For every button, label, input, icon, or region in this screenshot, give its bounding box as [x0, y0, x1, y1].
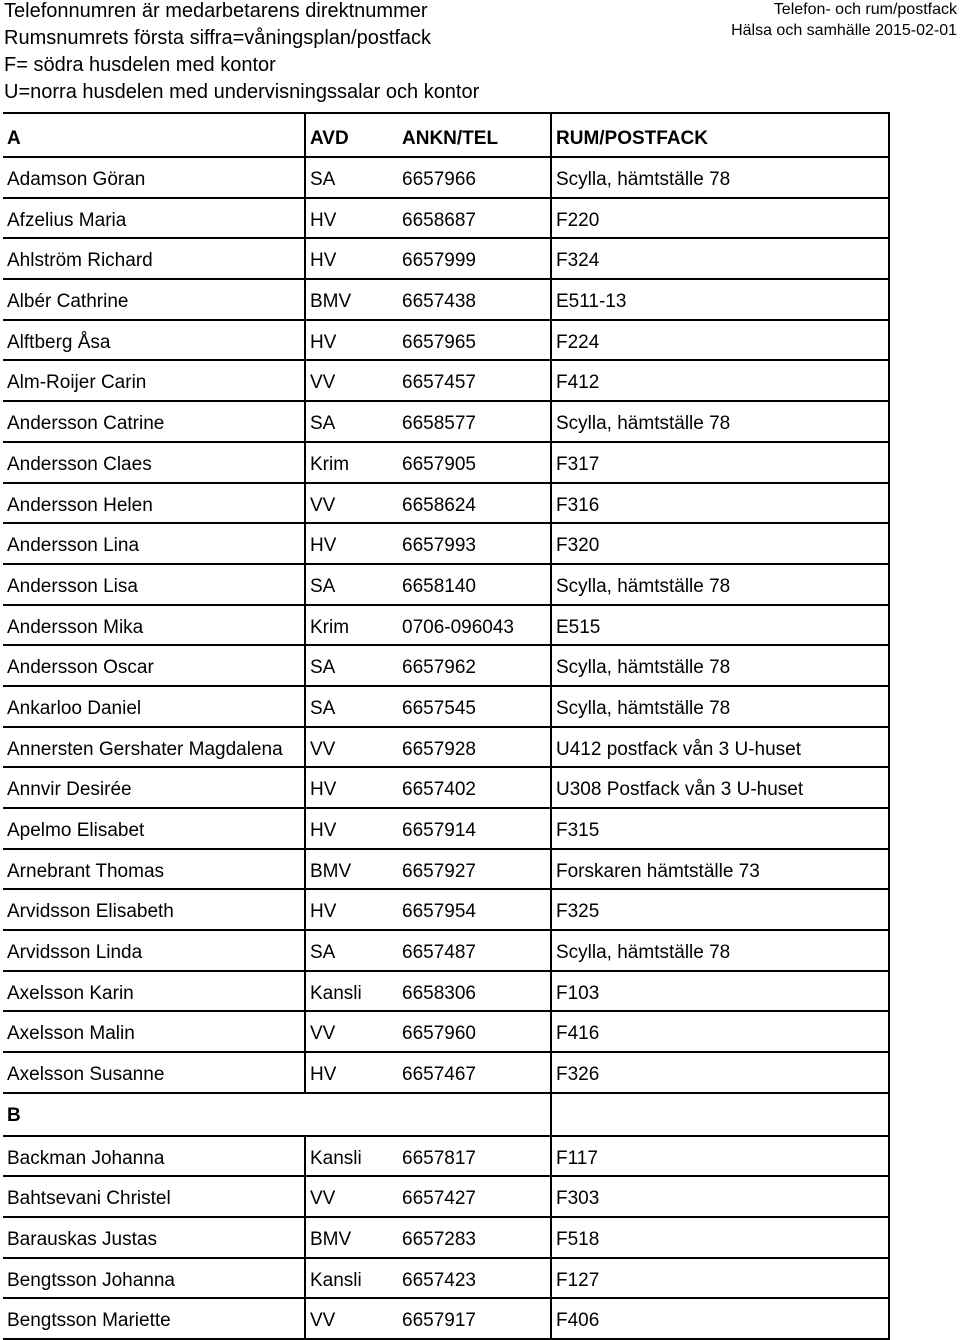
name-cell: Andersson Claes [3, 443, 306, 482]
department-cell: SA [310, 169, 336, 190]
room-cell: Forskaren hämtställe 73 [552, 850, 890, 889]
table-row [3, 1299, 890, 1340]
phone-cell: 6657817 [398, 1137, 552, 1176]
table-row [3, 1012, 890, 1053]
room-cell: F316 [552, 484, 890, 523]
phone-cell: 6657999 [398, 239, 552, 278]
column-header-room: RUM/POSTFACK [552, 114, 890, 156]
room-cell: F324 [552, 239, 890, 278]
room-cell: F326 [552, 1053, 890, 1092]
room-cell: Scylla, hämtställe 78 [552, 402, 890, 441]
table-row [3, 646, 890, 687]
name-cell: Adamson Göran [3, 158, 306, 197]
document-title: Telefon- och rum/postfack [773, 1, 957, 18]
room-cell: F416 [552, 1012, 890, 1051]
column-header-name: A [3, 114, 306, 156]
name-cell: Andersson Lina [3, 524, 306, 563]
department-cell: Kansli [310, 1147, 362, 1169]
table-row [3, 361, 890, 402]
name-cell: Apelmo Elisabet [3, 809, 306, 848]
table-row [3, 1259, 890, 1300]
table-row [3, 1137, 890, 1178]
document-subtitle: Hälsa och samhälle 2015-02-01 [731, 22, 957, 39]
table-row [3, 443, 890, 484]
phone-cell: 6658306 [398, 972, 552, 1011]
room-cell: Scylla, hämtställe 78 [552, 565, 890, 604]
department-cell: HV [310, 331, 337, 353]
department-cell: HV [310, 779, 337, 801]
room-cell: F325 [552, 890, 890, 929]
department-cell: VV [310, 1023, 336, 1045]
name-cell: Arvidsson Elisabeth [3, 890, 306, 929]
department-cell: VV [310, 1310, 336, 1332]
table-row [3, 850, 890, 891]
table-row [3, 931, 890, 972]
table-row [3, 239, 890, 280]
phone-cell: 6658624 [398, 484, 552, 523]
room-cell: F315 [552, 809, 890, 848]
column-header-department: AVD [310, 128, 349, 149]
phone-cell: 0706-096043 [398, 606, 552, 645]
department-cell: HV [310, 1064, 337, 1086]
phone-cell: 6657965 [398, 321, 552, 360]
phone-cell: 6657917 [398, 1299, 552, 1338]
table-row [3, 321, 890, 362]
note-line: Rumsnumrets första siffra=våningsplan/postfack [4, 27, 432, 49]
phone-cell: 6657427 [398, 1177, 552, 1216]
table-row [3, 606, 890, 647]
phone-cell: 6657438 [398, 280, 552, 319]
room-cell: Scylla, hämtställe 78 [552, 687, 890, 726]
name-cell: Andersson Mika [3, 606, 306, 645]
room-cell: Scylla, hämtställe 78 [552, 931, 890, 970]
note-line: Telefonnumren är medarbetarens direktnummer [4, 0, 428, 22]
name-cell: Bengtsson Johanna [3, 1259, 306, 1298]
room-cell: F224 [552, 321, 890, 360]
table-row [3, 687, 890, 728]
table-row [3, 484, 890, 525]
phone-cell: 6657993 [398, 524, 552, 563]
name-cell: Arnebrant Thomas [3, 850, 306, 889]
room-cell: E515 [552, 606, 890, 645]
phone-cell: 6657423 [398, 1259, 552, 1298]
phone-cell: 6657954 [398, 890, 552, 929]
section-letter: B [7, 1104, 21, 1126]
phone-cell: 6657914 [398, 809, 552, 848]
phone-cell: 6657966 [398, 158, 552, 197]
header-notes [4, 0, 479, 106]
department-cell: BMV [310, 1228, 352, 1250]
table-row [3, 1218, 890, 1259]
directory-table [3, 112, 890, 1340]
phone-cell: 6657467 [398, 1053, 552, 1092]
phone-cell: 6658577 [398, 402, 552, 441]
name-cell: Axelsson Malin [3, 1012, 306, 1051]
department-cell: Krim [310, 616, 350, 638]
room-cell: F127 [552, 1259, 890, 1298]
section-row-b [3, 1094, 890, 1135]
name-cell: Andersson Oscar [3, 646, 306, 685]
table-cell [398, 1094, 552, 1135]
name-cell: Bahtsevani Christel [3, 1177, 306, 1216]
phone-cell: 6658687 [398, 199, 552, 238]
name-cell: Axelsson Susanne [3, 1053, 306, 1092]
table-row [3, 972, 890, 1013]
department-cell: BMV [310, 291, 352, 313]
table-row [3, 402, 890, 443]
department-cell: SA [310, 942, 336, 964]
room-cell: U308 Postfack vån 3 U-huset [552, 768, 890, 807]
department-cell: HV [310, 250, 337, 272]
name-cell: Ahlström Richard [3, 239, 306, 278]
room-cell: F320 [552, 524, 890, 563]
department-cell: VV [310, 494, 336, 516]
name-cell: Albér Cathrine [3, 280, 306, 319]
column-header-phone: ANKN/TEL [398, 114, 552, 156]
name-cell: Alftberg Åsa [3, 321, 306, 360]
name-cell: Backman Johanna [3, 1137, 306, 1176]
table-row [3, 1053, 890, 1094]
department-cell: SA [310, 413, 336, 435]
room-cell: F303 [552, 1177, 890, 1216]
department-cell: HV [310, 209, 337, 231]
table-row [3, 280, 890, 321]
department-cell: SA [310, 697, 336, 719]
department-cell: HV [310, 901, 337, 923]
table-row [3, 809, 890, 850]
department-cell: BMV [310, 860, 352, 882]
table-row [3, 524, 890, 565]
department-cell: SA [310, 575, 336, 597]
phone-cell: 6657905 [398, 443, 552, 482]
table-row [3, 890, 890, 931]
phone-cell: 6657927 [398, 850, 552, 889]
phone-cell: 6657928 [398, 728, 552, 767]
phone-cell: 6657283 [398, 1218, 552, 1257]
phone-cell: 6657962 [398, 646, 552, 685]
room-cell: F220 [552, 199, 890, 238]
phone-cell: 6657402 [398, 768, 552, 807]
name-cell: Andersson Helen [3, 484, 306, 523]
name-cell: Arvidsson Linda [3, 931, 306, 970]
phone-cell: 6657457 [398, 361, 552, 400]
department-cell: SA [310, 657, 336, 679]
name-cell: Alm-Roijer Carin [3, 361, 306, 400]
name-cell: Andersson Lisa [3, 565, 306, 604]
name-cell: Annvir Desirée [3, 768, 306, 807]
table-row [3, 158, 890, 199]
name-cell: Ankarloo Daniel [3, 687, 306, 726]
room-cell: E511-13 [552, 280, 890, 319]
document-title-block [731, 0, 957, 41]
name-cell: Afzelius Maria [3, 199, 306, 238]
department-cell: Krim [310, 453, 350, 475]
name-cell: Annersten Gershater Magdalena [3, 728, 306, 767]
department-cell: HV [310, 820, 337, 841]
name-cell: Axelsson Karin [3, 972, 306, 1011]
table-row [3, 565, 890, 606]
room-cell: Scylla, hämtställe 78 [552, 158, 890, 197]
phone-cell: 6658140 [398, 565, 552, 604]
table-header-row [3, 112, 890, 158]
name-cell: Barauskas Justas [3, 1218, 306, 1257]
department-cell: HV [310, 535, 337, 557]
name-cell: Andersson Catrine [3, 402, 306, 441]
room-cell: F317 [552, 443, 890, 482]
department-cell: Kansli [310, 982, 362, 1004]
table-cell [306, 1094, 398, 1135]
department-cell: VV [310, 372, 336, 394]
phone-cell: 6657487 [398, 931, 552, 970]
table-row [3, 199, 890, 240]
table-cell [552, 1094, 890, 1135]
phone-cell: 6657960 [398, 1012, 552, 1051]
note-line: F= södra husdelen med kontor [4, 54, 276, 76]
room-cell: F103 [552, 972, 890, 1011]
room-cell: Scylla, hämtställe 78 [552, 646, 890, 685]
room-cell: F518 [552, 1218, 890, 1257]
room-cell: F412 [552, 361, 890, 400]
table-row [3, 768, 890, 809]
department-cell: Kansli [310, 1269, 362, 1291]
phone-cell: 6657545 [398, 687, 552, 726]
room-cell: U412 postfack vån 3 U-huset [552, 728, 890, 767]
note-line: U=norra husdelen med undervisningssalar och kontor [4, 81, 480, 103]
table-row [3, 1177, 890, 1218]
name-cell: Bengtsson Mariette [3, 1299, 306, 1338]
room-cell: F117 [552, 1137, 890, 1176]
department-cell: VV [310, 738, 336, 760]
department-cell: VV [310, 1188, 336, 1210]
room-cell: F406 [552, 1299, 890, 1338]
table-row [3, 728, 890, 769]
